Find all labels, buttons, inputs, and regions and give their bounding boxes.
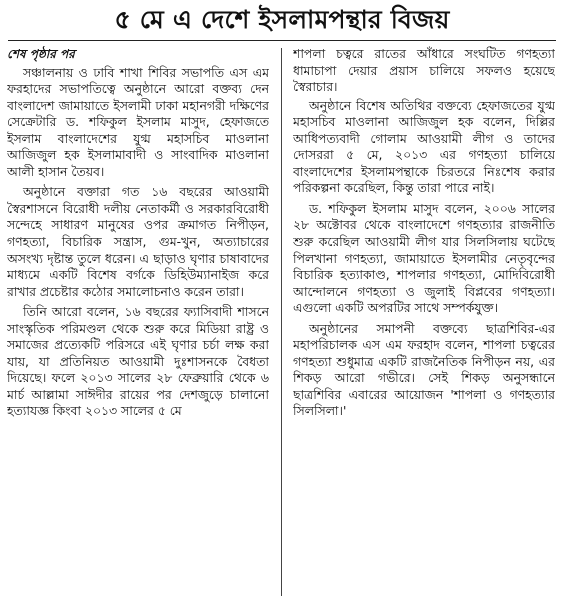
article-column-left (7, 46, 269, 598)
article-paragraph: শাপলা চত্বরে রাতের আঁধারে সংঘটিত গণহত্যা ধামাচাপা দেয়ার প্রয়াস চালিয়ে সফলও হয়েছে স্বৈরাচার। (293, 46, 555, 95)
headline-rule (8, 40, 556, 41)
article-paragraph: সঞ্চালনায় ও ঢাবি শাখা শিবির সভাপতি এস এম ফরহাদের সভাপতিত্বে অনুষ্ঠানে আরো বক্তব্য দেন বাংলাদেশ জামায়াতে ইসলামী ঢাকা মহানগরী দক্ষিণের সেক্রেটারি ড. শফিকুল ইসলাম মাসুদ, হেফাজতে ইসলাম বাংলাদেশের যুগ্ম মহাসচিব মাওলানা আজিজুল হক ইসলামাবাদী ও সাংবাদিক মাওলানা আলী হাসান তৈয়ব। (7, 64, 269, 179)
column-divider (281, 48, 282, 596)
headline: ৫ মে এ দেশে ইসলামপন্থার বিজয় (114, 5, 450, 34)
article-paragraph: অনুষ্ঠানে বিশেষ অতিথির বক্তব্যে হেফাজতের যুগ্ম মহাসচিব মাওলানা আজিজুল হক বলেন, দিল্লির আধিপত্যবাদী গোলাম আওয়ামী লীগ ও তাদের দোসররা ৫ মে, ২০১৩ এর গণহত্যা চালিয়ে বাংলাদেশের ইসলামপন্থাকে চিরতরে নিঃশেষ করার পরিকল্পনা করেছিল, কিন্তু তারা পারে নাই। (293, 97, 555, 196)
article-paragraph: তিনি আরো বলেন, ১৬ বছরের ফ্যাসিবাদী শাসনে সাংস্কৃতিক পরিমণ্ডল থেকে শুরু করে মিডিয়া রাষ্ট্র ও সমাজের প্রত্যেকটি পরিসরে এই ঘৃণার চর্চা লক্ষ করা যায়, যা প্রতিনিয়ত আওয়ামী দুঃশাসনকে বৈধতা দিয়েছে। ফলে ২০১৩ সালের ২৮ ফেব্রুয়ারি থেকে ৬ মার্চ আল্লামা সাঈদীর রায়ের পর দেশজুড়ে চালানো হত্যাযজ্ঞ কিংবা ২০১৩ সালের ৫ মে (7, 304, 269, 419)
article-column-right (293, 46, 555, 598)
article-paragraph: অনুষ্ঠানের সমাপনী বক্তব্যে ছাত্রশিবির-এর মহাপরিচালক এস এম ফরহাদ বলেন, শাপলা চত্বরের গণহত্যা শুধুমাত্র একটি রাজনৈতিক নিপীড়ন নয়, এর শিকড় আরো গভীরে। সেই শিকড় অনুসন্ধানে ছাত্রশিবির এবারের আয়োজন 'শাপলা ও গণহত্যার সিলসিলা।' (293, 320, 555, 419)
continued-from-label: শেষ পৃষ্ঠার পর (7, 47, 75, 61)
article-paragraph: অনুষ্ঠানে বক্তারা গত ১৬ বছরের আওয়ামী স্বৈরশাসনে বিরোধী দলীয় নেতাকর্মী ও সরকারবিরোধী সন্দেহে সাধারণ মানুষের ওপর ক্রমাগত নিপীড়ন, গণহত্যা, বিচারিক সন্ত্রাস, গুম-খুন, অত্যাচারের অসংখ্য দৃষ্টান্ত তুলে ধরেন। এ ছাড়াও ঘৃণার চাষাবাদের মাধ্যমে একটি বিশেষ বর্গকে ডিহিউম্যানাইজ করে রাখার প্রচেষ্টার কঠোর সমালোচনাও করেন তারা। (7, 184, 269, 299)
article-paragraph: ড. শফিকুল ইসলাম মাসুদ বলেন, ২০০৬ সালের ২৮ অক্টোবর থেকে বাংলাদেশে গণহত্যার রাজনীতি শুরু করেছিল আওয়ামী লীগ যার সিলসিলায় ঘটেছে পিলখানা গণহত্যা, জামায়াতে ইসলামীর নেতৃবৃন্দের বিচারিক হত্যাকাণ্ড, শাপলার গণহত্যা, মোদিবিরোধী আন্দোলনে গণহত্যা ও জুলাই বিপ্লবের গণহত্যা। এগুলো একটি অপরটির সাথে সম্পর্কযুক্ত। (293, 200, 555, 316)
